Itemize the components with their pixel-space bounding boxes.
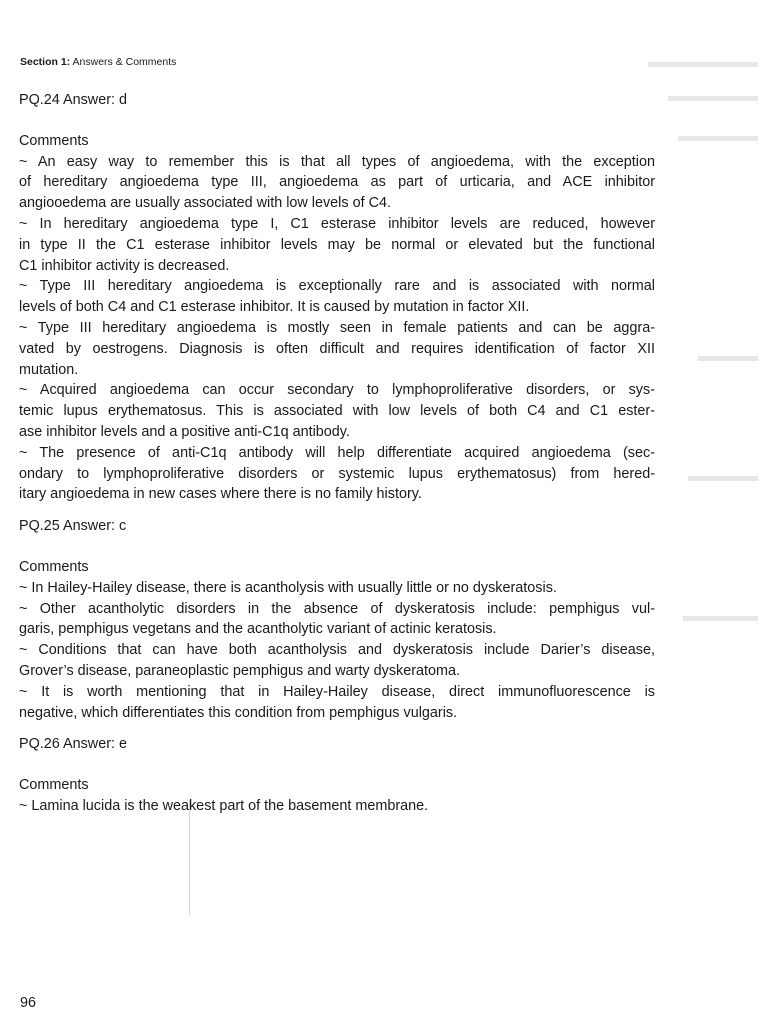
comment-line: ondary to lymphoproliferative disorders or systemic lupus erythematosus) from hered-: [19, 465, 655, 482]
comment-line: ~ Other acantholytic disorders in the absence of dyskeratosis include: pemphigus vul-: [19, 600, 655, 617]
comment-line: mutation.: [19, 361, 79, 378]
comments-heading: Comments: [19, 777, 89, 794]
comment-item: [19, 152, 655, 214]
comment-line: of hereditary angioedema type III, angioedema as part of urticaria, and ACE inhibitor: [19, 174, 655, 191]
comment-line: ~ Type III hereditary angioedema is mostly seen in female patients and can be aggra-: [19, 319, 655, 336]
comment-line: ~ Type III hereditary angioedema is exceptionally rare and is associated with normal: [19, 278, 655, 295]
comment-item: [19, 443, 655, 505]
comment-line: ~ An easy way to remember this is that all types of angioedema, with the exception: [19, 153, 655, 170]
comment-item: [19, 214, 655, 276]
answer-block-pq25: [19, 516, 655, 723]
comment-item: [19, 640, 655, 682]
comment-line: temic lupus erythematosus. This is associated with low levels of both C4 and C1 ester-: [19, 403, 655, 420]
comment-line: ~ Lamina lucida is the weakest part of the basement membrane.: [19, 797, 429, 814]
comment-item: [19, 380, 655, 442]
comment-line: garis, pemphigus vegetans and the acantholytic variant of actinic keratosis.: [19, 621, 497, 638]
comment-item: [19, 318, 655, 380]
comment-line: itary angioedema in new cases where there is no family history.: [19, 486, 422, 503]
comments-heading: Comments: [19, 132, 89, 149]
comment-item: [19, 682, 655, 724]
comment-line: ~ In Hailey-Hailey disease, there is acantholysis with usually little or no dyskeratosis.: [19, 579, 557, 596]
answer-heading: PQ.24 Answer: d: [19, 92, 127, 108]
answer-heading: PQ.26 Answer: e: [19, 736, 127, 753]
comment-line: in type II the C1 esterase inhibitor levels may be normal or elevated but the functional: [19, 236, 655, 253]
comment-line: ~ It is worth mentioning that in Hailey-Hailey disease, direct immunofluorescence is: [19, 683, 655, 700]
running-head-section: Section 1:: [20, 56, 71, 68]
comment-line: ~ In hereditary angioedema type I, C1 esterase inhibitor levels are reduced, however: [19, 215, 655, 232]
comment-line: negative, which differentiates this condition from pemphigus vulgaris.: [19, 704, 458, 721]
comment-item: [19, 578, 655, 599]
comment-line: ~ The presence of anti-C1q antibody will help differentiate acquired angioedema (sec-: [19, 444, 655, 461]
page-number: 96: [20, 995, 37, 1011]
comment-line: ~ Acquired angioedema can occur secondary to lymphoproliferative disorders, or sys-: [19, 382, 655, 399]
running-head-title: Answers & Comments: [70, 56, 177, 68]
comments-heading: Comments: [19, 558, 89, 575]
comment-line: Grover’s disease, paraneoplastic pemphigus and warty dyskeratoma.: [19, 662, 461, 679]
comment-line: ~ Conditions that can have both acantholysis and dyskeratosis include Darier’s disease,: [19, 642, 655, 659]
page-body: [19, 90, 655, 817]
comment-line: angiooedema are usually associated with low levels of C4.: [19, 195, 391, 212]
comment-item: [19, 276, 655, 318]
comment-item: [19, 599, 655, 641]
page-gutter-line: [189, 800, 190, 915]
comment-line: ase inhibitor levels and a positive anti-C1q antibody.: [19, 423, 350, 440]
answer-block-pq26: [19, 734, 655, 816]
comment-item: [19, 796, 655, 817]
comment-line: C1 inhibitor activity is decreased.: [19, 257, 230, 274]
comment-line: levels of both C4 and C1 esterase inhibitor. It is caused by mutation in factor XII.: [19, 299, 530, 316]
facing-page-bleed-through: [648, 56, 758, 1016]
answer-block-pq24: [19, 90, 655, 505]
answer-heading: PQ.25 Answer: c: [19, 518, 127, 535]
comment-line: vated by oestrogens. Diagnosis is often difficult and requires identification of factor XII: [19, 340, 655, 357]
running-head: [20, 56, 176, 68]
